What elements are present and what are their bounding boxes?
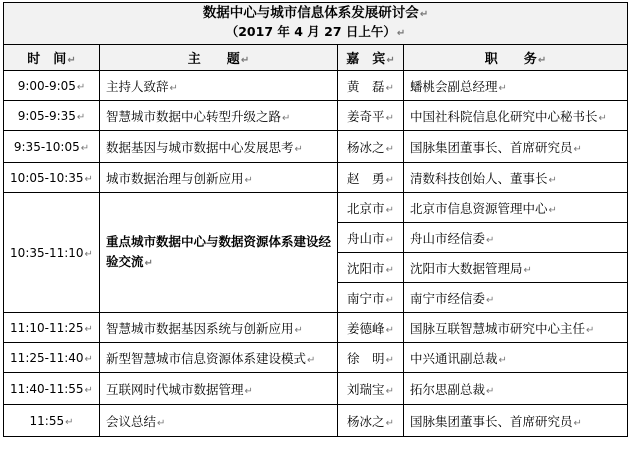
header-guest: 嘉 宾↵ xyxy=(338,45,404,71)
guest-cell: 姜奇平↵ xyxy=(338,101,404,131)
guest-cell: 徐 明↵ xyxy=(338,343,404,373)
topic-cell: 新型智慧城市信息资源体系建设模式↵ xyxy=(100,343,338,373)
time-cell: 11:25-11:40↵ xyxy=(4,343,100,373)
agenda-date: （2017 年 4 月 27 日上午） xyxy=(225,24,396,39)
table-row xyxy=(4,131,628,163)
role-cell: 沈阳市大数据管理局↵ xyxy=(404,253,628,283)
topic-cell: 城市数据治理与创新应用↵ xyxy=(100,163,338,193)
guest-cell: 北京市↵ xyxy=(338,193,404,223)
time-cell: 9:35-10:05↵ xyxy=(4,131,100,163)
role-cell: 中兴通讯副总裁↵ xyxy=(404,343,628,373)
topic-cell: 智慧城市数据中心转型升级之路↵ xyxy=(100,101,338,131)
time-cell: 10:05-10:35↵ xyxy=(4,163,100,193)
role-cell: 清数科技创始人、董事长↵ xyxy=(404,163,628,193)
guest-cell: 南宁市↵ xyxy=(338,283,404,313)
group-time-cell: 10:35-11:10↵ xyxy=(4,193,100,313)
header-topic: 主 题↵ xyxy=(100,45,338,71)
time-cell: 11:40-11:55↵ xyxy=(4,373,100,405)
topic-cell: 智慧城市数据基因系统与创新应用↵ xyxy=(100,313,338,343)
table-row xyxy=(4,163,628,193)
guest-cell: 杨冰之↵ xyxy=(338,131,404,163)
table-row xyxy=(4,71,628,101)
time-cell: 11:55↵ xyxy=(4,405,100,437)
table-row xyxy=(4,343,628,373)
role-cell: 中国社科院信息化研究中心秘书长↵ xyxy=(404,101,628,131)
guest-cell: 沈阳市↵ xyxy=(338,253,404,283)
role-cell: 拓尔思副总裁↵ xyxy=(404,373,628,405)
table-row xyxy=(4,101,628,131)
guest-cell: 刘瑞宝↵ xyxy=(338,373,404,405)
group-topic-cell: 重点城市数据中心与数据资源体系建设经验交流↵ xyxy=(100,193,338,313)
header-time: 时 间↵ xyxy=(4,45,100,71)
agenda-table xyxy=(3,2,628,437)
topic-cell: 主持人致辞↵ xyxy=(100,71,338,101)
time-cell: 9:05-9:35↵ xyxy=(4,101,100,131)
time-cell: 9:00-9:05↵ xyxy=(4,71,100,101)
guest-cell: 舟山市↵ xyxy=(338,223,404,253)
topic-cell: 数据基因与城市数据中心发展思考↵ xyxy=(100,131,338,163)
topic-cell: 互联网时代城市数据管理↵ xyxy=(100,373,338,405)
role-cell: 北京市信息资源管理中心↵ xyxy=(404,193,628,223)
header-role: 职 务↵ xyxy=(404,45,628,71)
role-cell: 国脉集团董事长、首席研究员↵ xyxy=(404,405,628,437)
table-row xyxy=(4,405,628,437)
table-row xyxy=(4,313,628,343)
guest-cell: 黄 磊↵ xyxy=(338,71,404,101)
topic-cell: 会议总结↵ xyxy=(100,405,338,437)
guest-cell: 杨冰之↵ xyxy=(338,405,404,437)
time-cell: 11:10-11:25↵ xyxy=(4,313,100,343)
role-cell: 蟠桃会副总经理↵ xyxy=(404,71,628,101)
guest-cell: 赵 勇↵ xyxy=(338,163,404,193)
role-cell: 国脉互联智慧城市研究中心主任↵ xyxy=(404,313,628,343)
guest-cell: 姜德峰↵ xyxy=(338,313,404,343)
table-row xyxy=(4,373,628,405)
paragraph-mark: ↵ xyxy=(419,9,429,20)
role-cell: 南宁市经信委↵ xyxy=(404,283,628,313)
role-cell: 舟山市经信委↵ xyxy=(404,223,628,253)
agenda-title: 数据中心与城市信息体系发展研讨会 xyxy=(202,5,419,21)
paragraph-mark: ↵ xyxy=(396,28,406,39)
agenda-title-cell xyxy=(4,3,628,45)
role-cell: 国脉集团董事长、首席研究员↵ xyxy=(404,131,628,163)
table-row xyxy=(4,193,628,223)
